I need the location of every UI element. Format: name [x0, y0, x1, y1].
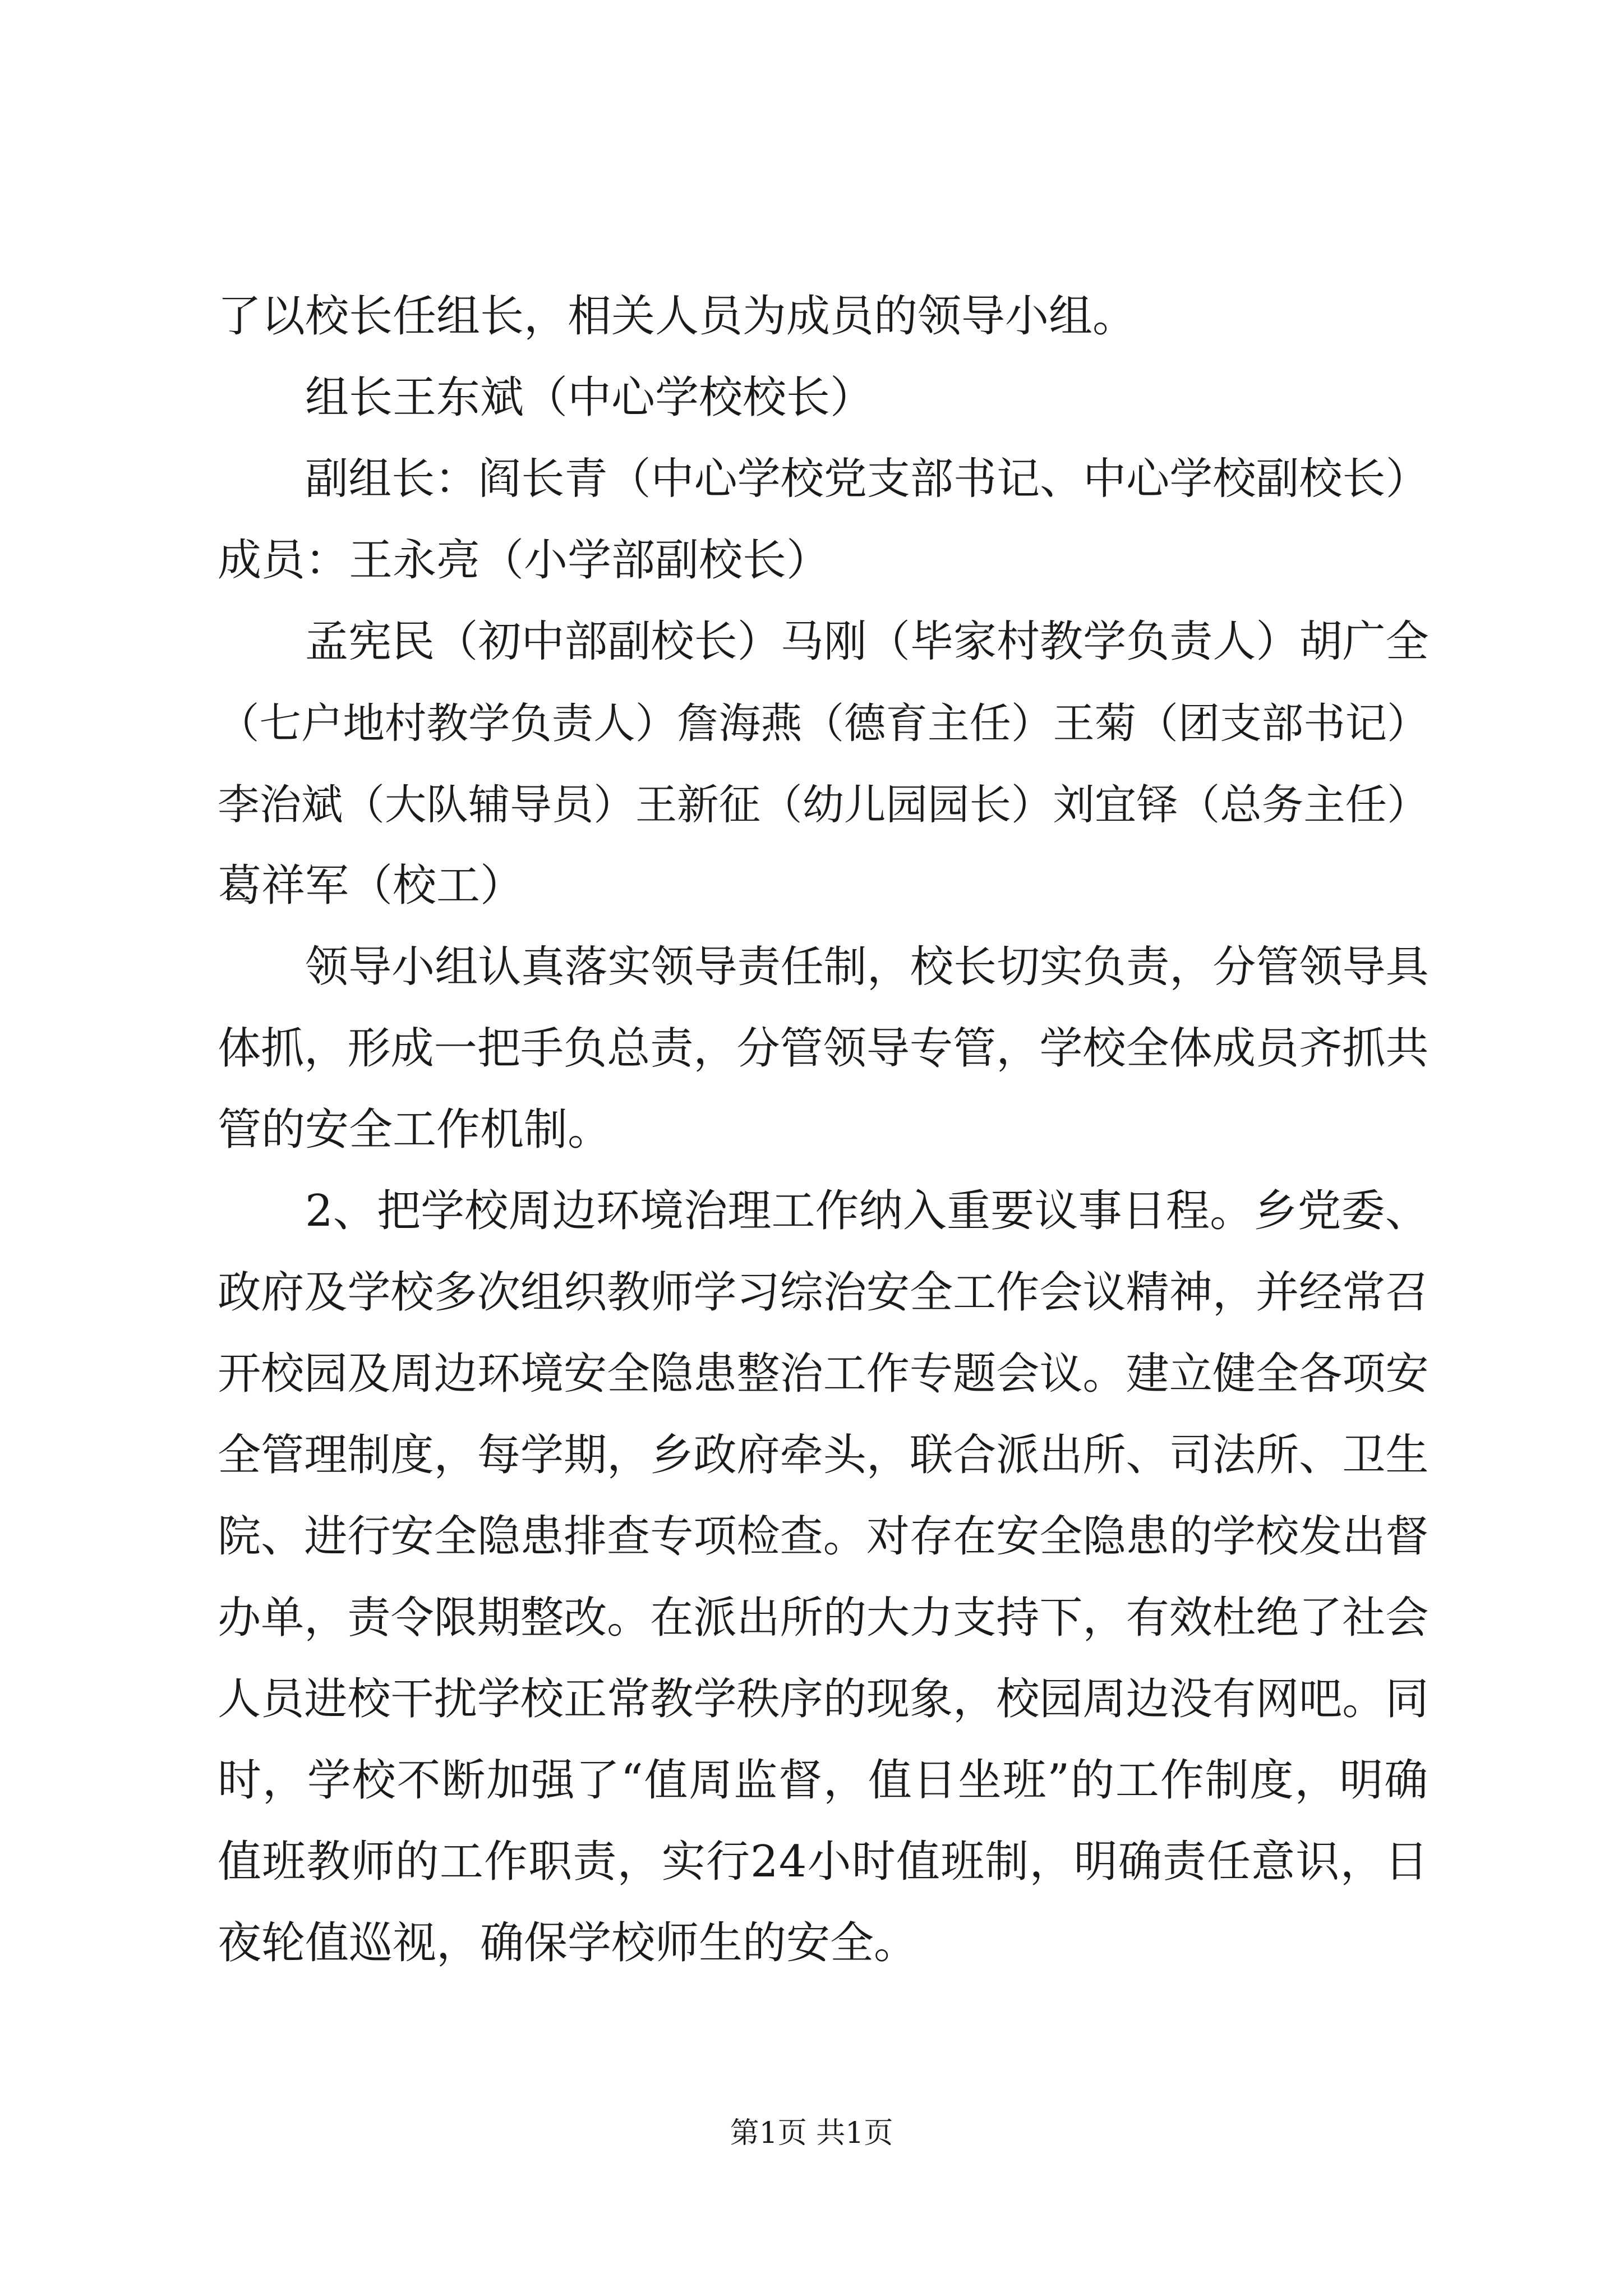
text-line: 全管理制度，每学期，乡政府牵头，联合派出所、司法所、卫生	[218, 1430, 1429, 1480]
document-body	[218, 276, 1429, 1984]
text-line: 葛祥军（校工）	[218, 861, 524, 911]
text-line: 孟宪民（初中部副校长）马刚（毕家村教学负责人）胡广全	[305, 616, 1429, 667]
text-line: 院、进行安全隐患排查专项检查。对存在安全隐患的学校发出督	[218, 1511, 1429, 1562]
text-line: 副组长：阎长青（中心学校党支部书记、中心学校副校长）	[305, 454, 1429, 504]
text-line: 管的安全工作机制。	[218, 1105, 612, 1155]
text-line: 体抓，形成一把手负总责，分管领导专管，学校全体成员齐抓共	[218, 1023, 1429, 1074]
text-line: 办单，责令限期整改。在派出所的大力支持下，有效杜绝了社会	[218, 1593, 1429, 1643]
text-line: （七户地村教学负责人）詹海燕（德育主任）王菊（团支部书记）	[218, 699, 1429, 748]
text-line: 人员进校干扰学校正常教学秩序的现象，校园周边没有网吧。同	[218, 1674, 1429, 1724]
text-line: 时，学校不断加强了“值周监督，值日坐班”的工作制度，明确	[218, 1755, 1429, 1806]
text-line: 李治斌（大队辅导员）王新征（幼儿园园长）刘宜铎（总务主任）	[218, 780, 1429, 829]
text-line: 了以校长任组长，相关人员为成员的领导小组。	[218, 291, 1137, 342]
text-line: 开校园及周边环境安全隐患整治工作专题会议。建立健全各项安	[218, 1349, 1429, 1399]
text-line: 领导小组认真落实领导责任制，校长切实负责，分管领导具	[305, 942, 1429, 992]
page-footer: 第1页 共1页	[730, 2116, 893, 2150]
text-line: 政府及学校多次组织教师学习综治安全工作会议精神，并经常召	[218, 1267, 1429, 1318]
text-line: 组长王东斌（中心学校校长）	[305, 372, 874, 423]
text-line: 2、把学校周边环境治理工作纳入重要议事日程。乡党委、	[305, 1186, 1429, 1236]
text-line: 成员：王永亮（小学部副校长）	[218, 535, 831, 586]
text-line: 值班教师的工作职责，实行24小时值班制，明确责任意识，日	[218, 1837, 1429, 1887]
text-line: 夜轮值巡视，确保学校师生的安全。	[218, 1918, 918, 1968]
